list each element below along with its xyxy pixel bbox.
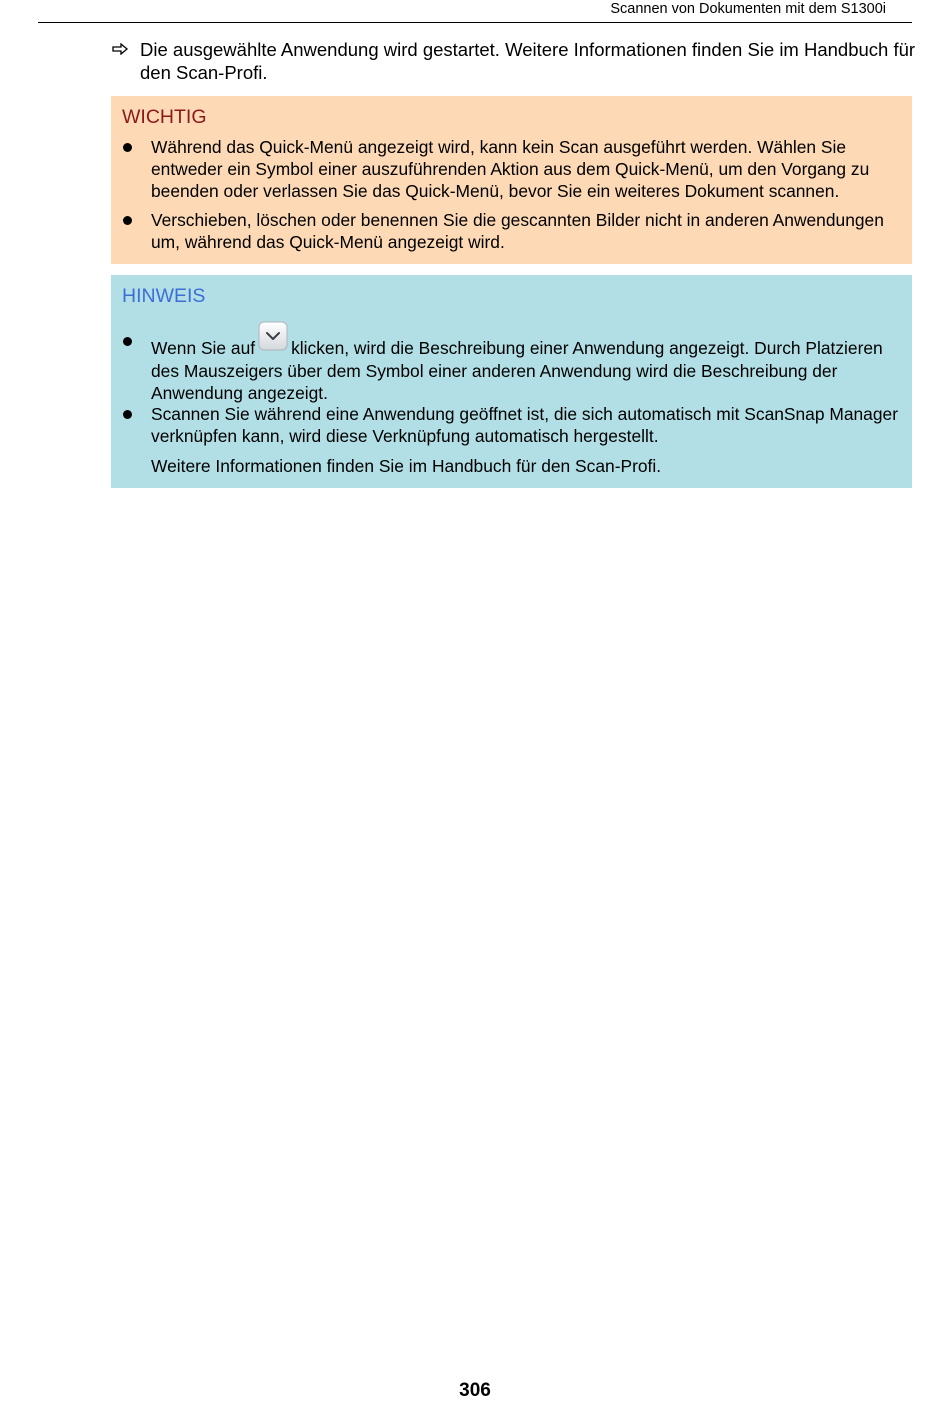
important-item-text: Verschieben, löschen oder benennen Sie die gescannten Bilder nicht in anderen Anwendungen um, während das Quick-Menü angezeigt wird. bbox=[151, 210, 884, 252]
note-item-text: Wenn Sie auf klicken, wird die Beschreibung einer Anwendung angezeigt. Durch Platzieren des Mauszeigers über dem Symbol einer anderen Anwendung wird die Beschreibung der Anwendung angezeigt. bbox=[111, 330, 906, 404]
header-divider bbox=[38, 22, 912, 23]
important-box bbox=[111, 96, 912, 264]
bullet-icon bbox=[123, 216, 132, 225]
page-number: 306 bbox=[459, 1380, 491, 1401]
important-item-text: Während das Quick-Menü angezeigt wird, kann kein Scan ausgeführt werden. Wählen Sie entweder ein Symbol einer auszuführenden Aktion aus dem Quick-Menü, um den Vorgang zu beenden oder verlassen Sie das Quick-Menü, bevor Sie ein weiteres Dokument scannen. bbox=[151, 137, 870, 201]
note-box bbox=[111, 275, 912, 488]
list-item bbox=[111, 209, 906, 253]
outline-arrow-right-icon bbox=[112, 43, 128, 55]
bullet-icon bbox=[123, 143, 132, 152]
list-item bbox=[111, 330, 906, 404]
list-item bbox=[111, 136, 906, 202]
result-text: Die ausgewählte Anwendung wird gestartet. Weitere Informationen finden Sie im Handbuch für den Scan-Profi. bbox=[140, 39, 916, 83]
header-title: Scannen von Dokumenten mit dem S1300i bbox=[610, 1, 886, 17]
result-step bbox=[112, 38, 917, 84]
list-item bbox=[111, 403, 906, 447]
note-item-text: Scannen Sie während eine Anwendung geöffnet ist, die sich automatisch mit ScanSnap Manager verknüpfen kann, wird diese Verknüpfung automatisch hergestellt. bbox=[151, 404, 898, 446]
important-title: WICHTIG bbox=[122, 106, 207, 128]
note-title: HINWEIS bbox=[122, 285, 206, 307]
chevron-down-button-icon bbox=[258, 321, 288, 351]
bullet-icon bbox=[123, 337, 132, 346]
note-paragraph: Weitere Informationen finden Sie im Handbuch für den Scan-Profi. bbox=[151, 456, 662, 476]
bullet-icon bbox=[123, 410, 132, 419]
